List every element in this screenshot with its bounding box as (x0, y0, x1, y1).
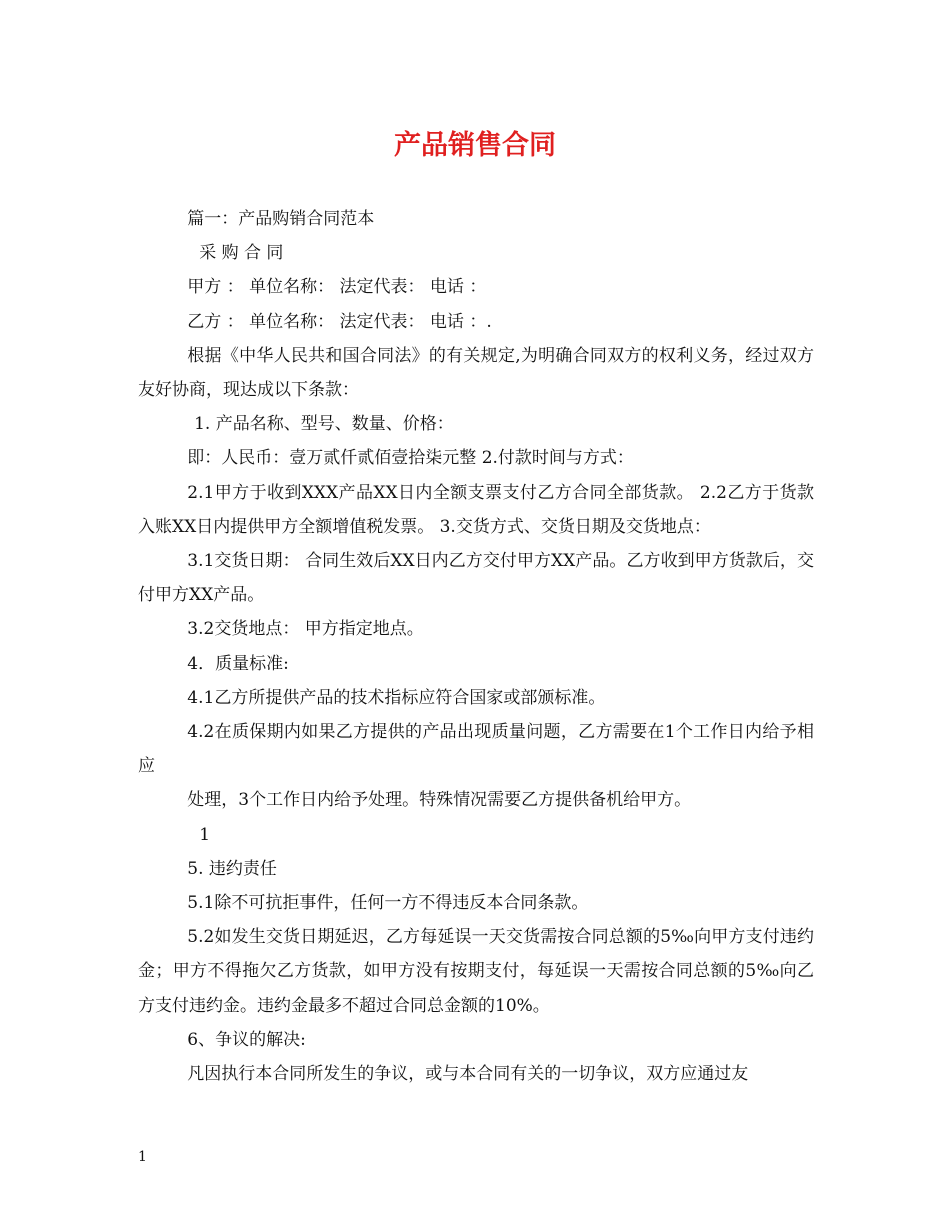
party-a-line: 甲方 ： 单位名称： 法定代表： 电话 ： (187, 277, 487, 298)
clause-2: 2.1甲方于收到XXX产品XX日内全额支票支付乙方合同全部货款。 2.2乙方于货款入账XX日内提供甲方全额增值税发票。 3.交货方式、交货日期及交货地点： (138, 482, 814, 537)
clause-5-1: 5.1除不可抗拒事件，任何一方不得违反本合同条款。 (187, 893, 589, 914)
clause-5: 5. 违约责任 (187, 858, 277, 879)
party-b-line: 乙方 ： 单位名称： 法定代表： 电话 ：. (187, 311, 492, 332)
clause-3-1: 3.1交货日期： 合同生效后XX日内乙方交付甲方XX产品。乙方收到甲方货款后，交付甲方XX产品。 (138, 551, 814, 606)
clause-1: 1. 产品名称、型号、数量、价格： (194, 414, 454, 435)
document-body (138, 202, 814, 1091)
clause-5-2: 5.2如发生交货日期延迟，乙方每延误一天交货需按合同总额的5‰向甲方支付违约金；甲方不得拖欠乙方货款，如甲方没有按期支付，每延误一天需按合同总额的5‰向乙方支付违约金。违约金最多不超过合同总金额的10%。 (138, 927, 814, 1016)
section-heading: 篇一：产品购销合同范本 (187, 209, 375, 229)
clause-4-2: 4.2在质保期内如果乙方提供的产品出现质量问题，乙方需要在1个工作日内给予相应 (138, 722, 814, 777)
page-number: 1 (138, 1149, 147, 1165)
clause-6-text: 凡因执行本合同所发生的争议，或与本合同有关的一切争议，双方应通过友 (187, 1064, 749, 1085)
clause-4-2-continued: 处理，3个工作日内给予处理。特殊情况需要乙方提供备机给甲方。 (187, 790, 692, 811)
clause-3-2: 3.2交货地点： 甲方指定地点。 (187, 619, 424, 640)
clause-amount: 即：人民币：壹万贰仟贰佰壹拾柒元整 2.付款时间与方式： (187, 448, 634, 469)
preamble-paragraph: 根据《中华人民共和国合同法》的有关规定,为明确合同双方的权利义务，经过双方友好协商，现达成以下条款： (138, 345, 814, 401)
inline-page-marker: 1 (199, 824, 211, 845)
clause-4-1: 4.1乙方所提供产品的技术指标应符合国家或部颁标准。 (187, 687, 606, 708)
contract-subtitle: 采 购 合 同 (199, 243, 284, 264)
clause-4: 4．质量标准: (187, 653, 289, 674)
document-title: 产品销售合同 (394, 130, 556, 161)
clause-6: 6、争议的解决: (187, 1029, 306, 1050)
